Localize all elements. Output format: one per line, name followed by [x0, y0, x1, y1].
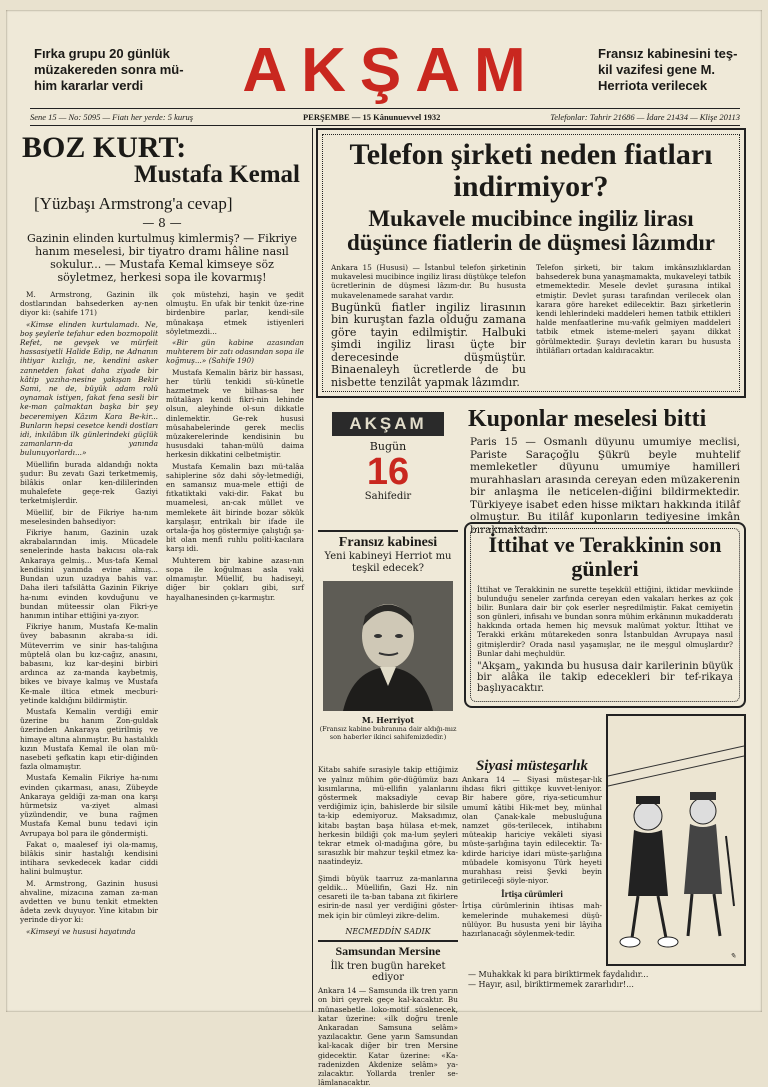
- telefon-right: Telefon şirketi, bir takım imkânsızlıklardan bahsederek buna yanaşmamakta, mukaveleyi tatbik etmemektedir. Mesele devlet şurasına intikal etmiştir. Devlet şurası tarafından verilecek olan karara göre hareket edilecektir. Bazı şirketlerin kendi lehlerindeki maddeleri hemen tatbik ettikleri halde menfaatlerine mu-vafık gelmiyen maddeleri tatbik etmek isteme-meleri şayanı dikkat görülmektedir. Şurayı devletin kararı bu hususta ihtilâfları ortadan kaldıracaktır.: [536, 263, 731, 355]
- samsun-article: [318, 758, 458, 1087]
- author-signature: NECMEDDİN SADIK: [345, 927, 431, 937]
- article-title: BOZ KURT:: [22, 131, 187, 164]
- mini-bugun: Bugün: [369, 440, 407, 453]
- article-subtitle: Mustafa Kemal: [134, 161, 300, 188]
- irtisa-body: İrtişa cürümlerinin ihtisas mah-kemelerinde muhakemesi düşü-nülüyor. Bu hususta yeni bir lâyiha hazırlanacağı söylenmek-tedir.: [462, 901, 602, 939]
- column-a-paragraph: «Kimse elinden kurtulamadı. Ne, boş şeylerle tefahur eden bozmopolit Refet, ne gevşek ve mürfeit hassasiyetli Halide Edip, ne Adnanın ihtiyar kızlığı, ne, kendini asker zannetden fakat daha ziyade bir kâtip yazıha-nesine yakışan Bekir Sami, ne de, büyük adam rolü oynamak istiyen, fakat fena sesli bir ke-man çalmaktan başka bir şey beceremiyen Kâzım Kara Be-kir... Bunların hepsi cesetce kendi dostları idi, inkılâbın ilk günlerindeki güçlük zamanların-da yanında bulunuyorlardı...»: [20, 319, 158, 458]
- mini-sahife: Sahifedir: [364, 491, 412, 502]
- column-b-paragraph: Muhterem bir kabine azası-nın sopa ile koğulması asla vaki olmamıştır. Müellif, bu hadiseyi, diğer bir çokları gibi, sırf hayalhanesinden çı-karmıştır.: [166, 555, 304, 602]
- article-column-a: [20, 290, 158, 990]
- column-a-paragraph: Fakat o, maalesef iyi ola-mamış, bilâkis sinir hastalığı kendisini intihara sevkedecek kadar ciddi halini bulmuştur.: [20, 839, 158, 877]
- column-b-cont-paragraph: Şimdi büyük taarruz za-manlarına geldik... Müellifin, Gazi Hz. nin cesareti ile ta-ban tabana zıt fikirlere esirin-de nasıl yer verdiğini göster-mek için bir cümleyi zikre-delim.: [318, 873, 458, 920]
- column-b-paragraph: Mustafa Kemalin bazı mü-talâa sahiplerine söz dahi söy-letmediği, en samansız mua-mele ettiği de fıtkatiktaki vaki-dir. Fakat bu muamelesi, an-cak müllet ve memlekete âit birinde bozar sökük karşılaşır, entrikalı bir ifade ile ortala-ğa hoş göstermiye çalıştığı şa-bit olan menfi ruhlu politi-kacılara karşı idi.: [166, 461, 304, 554]
- ittihat-article: [464, 522, 746, 708]
- newspaper-page: [6, 10, 762, 1087]
- phone-numbers: Telefonlar: Tahrir 21686 — İdare 21434 — Klişe 20113: [550, 112, 740, 122]
- telefon-left-small: Ankara 15 (Hususi) — İstanbul telefon şirketinin mukavelesi mucibince ingiliz lirası düştükçe telefon ücretlerinin de düşmesi lâzım-dır. Bu hususta mukavelenamede sarahat vardır.: [331, 263, 526, 300]
- cartoon-caption-1: — Muhakkak ki para biriktirmek faydalıdır...: [468, 970, 649, 979]
- column-a-paragraph: Mustafa Kemalin Fikriye ha-nımı evinden çıkarması, anası, Zübeyde Ankaraya geldiği za-man ona karşı hürmetsiz va-ziyet almasi yüzündendir, ve buna rağmen Mustafa Kemal bunu tedavi için Avrupaya bol para ile göndermişti.: [20, 773, 158, 838]
- irtisa-headline: İrtişa cürümleri: [501, 889, 563, 900]
- siyasi-body: Ankara 14 — Siyasi müsteşar-lık ihdası fikri gittikçe kuvvet-leniyor. Bir habere göre, riya-seticumhur umumî kâtibi Hik-met bey, münhal olan Çanak-kale mebusluğuna namzet gös-terilecek, intihabını müteakip hariciye vekâleti siyasi müste-şarlığına tayin edilecektir. Ta-kdirde hariciye idari müste-şarlığına mübadele komisyonu Türk heyeti murahhası reisi Şevki beyin getirileceği söyle-niyor.: [462, 775, 602, 886]
- ittihat-announcement: "Akşam„ yakında bu hususa dair karilerinin büyük bir alâka ile takip edecekleri bir tef-rikaya başlıyacaktır.: [477, 660, 733, 694]
- column-a-paragraph: Mustafa Kemalin verdiği emir üzerine bu hanım Zon-guldak üzerinden Ankaraya getirilmiş ve himaye altına alınmıştır. Bu hastalıklı kızın Mustafa Kemal ile olan mü-nasebeti şefkatin kapı etir-diğinden fazla olmamıştır.: [20, 706, 158, 772]
- cartoon-captions: [468, 970, 746, 990]
- issue-date: PERŞEMBE — 15 Kânunuevvel 1932: [302, 112, 441, 122]
- masthead-right-note: Fransız kabinesini teş-kil vazifesi gene M. Herriota verilecek: [598, 46, 738, 93]
- ittihat-body: İttihat ve Terakkinin ne surette teşekkül ettiğini, iktidar mevkiinde bulunduğu seneler zarfında cereyan eden vakaları herkes az çok bilir. Bunlara dair bir çok eserler neşredilmiştir. Fakat cemiyetin son günleri, infisahı ve bundan sonra mühim erkânının mukadderatı hakkında ortada hemen hiç mevsuk malûmat yoktur. İttihat ve Terakki erkânı mütarekeden sonra İstanbuldan Avrupaya nasıl gitmişlerdir? Orada nasıl yaşamışlar, ne ile meşgul olmuşlardır? Bunlar dahi meçhuldür.: [477, 585, 733, 658]
- boz-kurt-article: [14, 128, 310, 1012]
- column-a-paragraph: Müellifin burada aldandığı nokta şudur: Bu zevatı Gazi terketmemiş, bilâkis onlar ken-dililerinden muhalefete geçe-rek Gaziyi terketmişlerdir.: [20, 459, 158, 506]
- column-rule: [312, 128, 313, 1012]
- portrait-caption: M. Herriyot: [361, 715, 415, 725]
- issue-info: Sene 15 — No: 5095 — Fiatı her yerde: 5 kuruş: [30, 112, 194, 122]
- column-a-paragraph: «Kimseyi ve hususi hayatında: [26, 926, 136, 936]
- samsun-dek: İlk tren bugün hareket ediyor: [330, 961, 446, 984]
- column-a-paragraph: M. Armstrong, Gazinin ilk dostlarından bahsederken ay-nen diyor ki: (sahife 171): [20, 290, 158, 318]
- dateline: [30, 108, 740, 126]
- mini-logo: AKŞAM: [332, 412, 444, 436]
- fransiz-headline: Fransız kabinesi: [318, 530, 458, 551]
- kupon-article: [462, 404, 748, 536]
- page-count: 16: [366, 451, 410, 493]
- portrait-note: (Fransız kabine buhranına dair aldığı-mız son haberler ikinci sahifemizdedir.): [319, 725, 457, 741]
- column-a-paragraph: M. Armstrong, Gazinin hususi ahvaline, mizacına zaman za-man avdetten ve bunu tenkit etmekten âdeta zevk duyuyor. Yine kitabın bir yerinde di-yor ki:: [20, 878, 158, 925]
- telefon-left-big: Bugünkü fiatler ingiliz lirasının bin kuruştan fazla olduğu zamana göre tayin edilmiştir. Halbuki şimdi ingiliz lirası üçte bir derecesinde düşmüştür. Binaenaleyh ücretlerde de bu nisbette tenzilât yapmak lâzımdır.: [331, 300, 526, 389]
- column-b-paragraph: çok müstehzi, haşin ve şedit olmuştu. En ufak bir tenkit üze-rine birdenbire parlar, kendi-sile münakaşa etmek istiyenleri söyletmezdi...: [166, 290, 304, 336]
- samsun-body: Ankara 14 — Samsunda ilk tren yarın on biri çeyrek geçe kal-kacaktır. Bu münasebetle loko-motif süslenecek, katar üzerine: «ilk doğru trenle Ankaradan Samsuna selâm» yazılacaktır. Gene yarın Samsundan kal-kacak diğer bir tren Mersine gidecektir. Katar üzerine: «Ka-radenizden Akdenize selâm» ya-zılacaktır. Yollarda trenler se-lâmlanacaktır.: [318, 986, 458, 1087]
- telefon-article: [316, 128, 746, 398]
- telefon-subheadline: Mukavele mucibince ingiliz lirası düşünce fiatlerin de düşmesi lâzımdır: [346, 206, 715, 255]
- ittihat-headline: İttihat ve Terakkinin son günleri: [488, 532, 722, 581]
- cartoon-signature: ✎: [730, 952, 736, 960]
- siyasi-headline: Siyasi müsteşarlık: [475, 758, 589, 774]
- column-b-paragraph: «Bir gün kabine azasından muhterem bir zatı odasından sopa ile koğmuş...» (Sahife 190): [166, 338, 304, 366]
- fransiz-dek: Yeni kabineyi Herriot mu teşkil edecek?: [324, 551, 452, 574]
- cartoon: [606, 714, 746, 966]
- telefon-headline: Telefon şirketi neden fiatları indirmiyor?: [349, 138, 713, 203]
- article-lede: Gazinin elinden kurtulmuş kimlermiş? — Fikriye hanım meselesi, bir tiyatro dramı hâline nasıl sokulur... — Mustafa Kemal kimseye söz söyletmez, herkesi sopa ile kovarmış!: [27, 232, 297, 284]
- article-column-b: [166, 290, 304, 990]
- herriot-portrait: [323, 581, 453, 711]
- cartoon-caption-2: — Hayır, asıl, biriktirmemek zararlıdır!...: [468, 980, 634, 989]
- boz-kurt-continuation: [318, 765, 458, 920]
- fransiz-kabinesi: [318, 530, 458, 756]
- kupon-body: Paris 15 — Osmanlı düyunu umumiye meclisi, Pariste Saraçoğlu Şükrü beyle muhtelif memleketler düyunu umumiye hamilleri murahhasları arasında cereyan eden müzakerenin bir anlaşma ile neticelen-diğini bildirmektedir. Türkiyeye isabet eden hisse miktarı hakkında itilâf olmuştur. Bu itilâf kuponların tediyesine imkân bırakmaktadır.: [470, 436, 740, 536]
- column-a-paragraph: Fikriye hanım, Gazinin uzak akrabalarından imiş. Mücadele senelerinde hasta bakıcısı ola-rak Ankaraya gelmiş... Mus-tafa Kemal kendisini yanında evine almış... Bundan uzun uzadıya bahis var. Daha ileri tafsilâtta Gazinin Fikriye ha-nımı evinden kovduğunu ve bundan müteessir olan Fikri-ye hanımın intihar ettiğini ya-zıyor.: [20, 528, 158, 620]
- kupon-headline: Kuponlar meselesi bitti: [468, 406, 707, 432]
- masthead: [6, 10, 762, 108]
- column-a-paragraph: Fikriye hanım, Mustafa Ke-malin üvey babasının akraba-sı idi. Müteverrim ve sinir has-talığına müptelâ olan bu kız-cağız, anasını, babasını, kız kar-deşini birbiri ardınca az za-manda kaybetmiş, bikes ve bivaye kalmış ve Mustafa Ke-male iltica etmek mecburi-yetinde kaldığını bildirmiştir.: [20, 622, 158, 705]
- masthead-left-note: Fırka grupu 20 günlük müzakereden sonra mü-him kararlar verdi: [34, 46, 184, 93]
- column-b-paragraph: Mustafa Kemalin bâriz bir hassası, her türlü tenkidi sü-kûnetle hazmetmek ve bilhas-sa her mütalâayı kendi fikri-nin lehinde olsun, aleyhinde ol-sun dikkatle dinlemektir. Ge-rek hususi müsahabelerinde gerek meclis müzakerelerinde kendisinin bu hususdaki tahan-mülü daima herkesin dikkatini celbetmiştir.: [166, 367, 304, 460]
- samsun-headline: Samsundan Mersine: [318, 940, 458, 959]
- article-part-number: — 8 —: [142, 216, 182, 230]
- newspaper-logo: AKŞAM: [242, 36, 540, 105]
- column-b-cont-paragraph: Kitabı sahife sırasiyle takip ettiğimiz ve yalnız mühim gör-düğümüz bazı kısımlarına, mü-ellifin yalanlarını göstermek maksadiyle cevap verdiğimiz için, bahislerde bir silsile ta-kip edemiyoruz. Maksadımız, kitabı baştan başa hülasa et-mek, herkesin bildiği çok ma-lum şeyleri tekrar etmek ol-madığına göre, bu sırasızlık bir mahzur teşkil etmez ka-naatindeyiz.: [318, 765, 458, 867]
- article-reply-line: [Yüzbaşı Armstrong'a cevap]: [34, 194, 233, 213]
- akşam-mini-box: [318, 404, 458, 502]
- column-a-paragraph: Müellif, bir de Fikriye ha-nım meselesinden bahsediyor:: [20, 507, 158, 526]
